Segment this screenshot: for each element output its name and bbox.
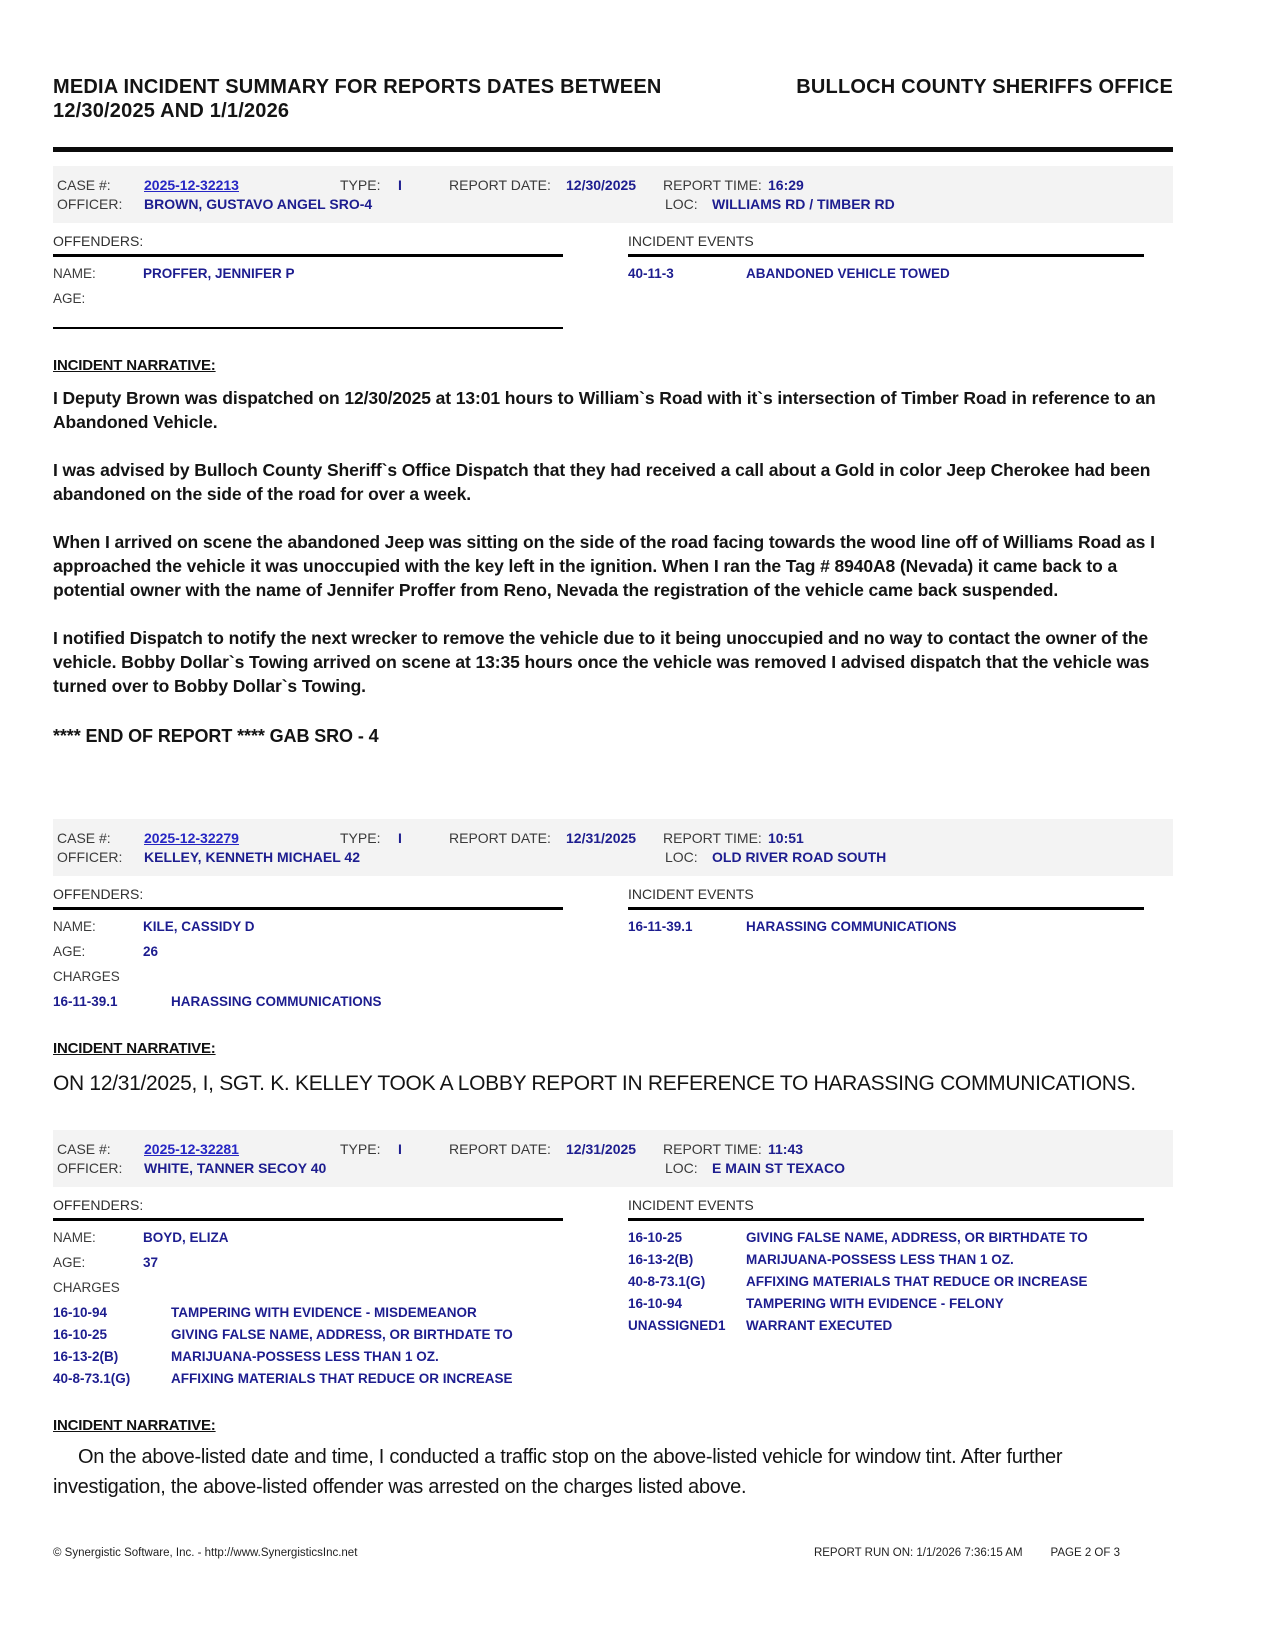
type-label: TYPE: — [340, 830, 381, 846]
incident-event-row-code: 16-10-25 — [628, 1230, 683, 1245]
charge-row-description: HARASSING COMMUNICATIONS — [171, 994, 382, 1009]
offenders-label: OFFENDERS: — [53, 886, 144, 902]
report-time-label: REPORT TIME: — [663, 1141, 762, 1157]
charge-row-code: 16-10-25 — [53, 1327, 108, 1342]
offenders-column — [53, 233, 563, 329]
incident-narrative-heading: INCIDENT NARRATIVE: — [53, 1417, 216, 1434]
case-number-link[interactable]: 2025-12-32213 — [144, 177, 239, 193]
narrative-paragraph: I was advised by Bulloch County Sheriff`s Office Dispatch that they had received a call about a Gold in color Jeep Cherokee had been abandoned on the side of the road for over a week. — [53, 460, 1151, 504]
charges-section — [53, 1279, 563, 1387]
incident-event-row-description: WARRANT EXECUTED — [746, 1318, 893, 1333]
offender-age-value: 37 — [143, 1255, 159, 1270]
narrative-paragraph: On the above-listed date and time, I conducted a traffic stop on the above-listed vehicle for window tint. After further investigation, the above-listed offender was arrested on the charges listed above. — [53, 1446, 1063, 1498]
incident-events-label: INCIDENT EVENTS — [628, 886, 754, 902]
case-header-row-2 — [57, 848, 1169, 867]
offender-name-value: BOYD, ELIZA — [143, 1230, 229, 1245]
incident-event-row-description: TAMPERING WITH EVIDENCE - FELONY — [746, 1296, 1004, 1311]
charge-row — [53, 1370, 563, 1387]
incident-events-underline — [628, 1218, 1144, 1221]
officer-value: WHITE, TANNER SECOY 40 — [144, 1160, 327, 1176]
case-number-link[interactable]: 2025-12-32281 — [144, 1141, 239, 1157]
incident-events-column — [628, 886, 1144, 1010]
type-value: I — [398, 1141, 402, 1157]
narrative-paragraph: I Deputy Brown was dispatched on 12/30/2025 at 13:01 hours to William`s Road with it`s intersection of Timber Road in reference to an Abandoned Vehicle. — [53, 388, 1156, 432]
offenders-label: OFFENDERS: — [53, 233, 144, 249]
location-label: LOC: — [665, 1160, 698, 1176]
charges-rows — [53, 1304, 563, 1387]
charge-row-description: AFFIXING MATERIALS THAT REDUCE OR INCREASE — [171, 1371, 513, 1386]
incident-event-row-code: 16-11-39.1 — [628, 919, 693, 934]
report-date-value: 12/31/2025 — [566, 830, 637, 846]
name-label: NAME: — [53, 919, 96, 934]
incident-event-row — [628, 1251, 1144, 1268]
incident-event-row-code: 40-11-3 — [628, 266, 674, 281]
case-header-row-1 — [57, 176, 1169, 195]
offender-name-value: KILE, CASSIDY D — [143, 919, 255, 934]
location-value: E MAIN ST TEXACO — [712, 1160, 846, 1176]
narrative-paragraph: I notified Dispatch to notify the next wrecker to remove the vehicle due to it being unoccupied and no way to contact the owner of the vehicle. Bobby Dollar`s Towing arrived on scene at 13:35 hours once the vehicle was removed I advised dispatch that the vehicle was turned over to Bobby Dollar`s Towing. — [53, 628, 1150, 696]
report-date-label: REPORT DATE: — [449, 830, 551, 846]
incident-event-row — [628, 1295, 1144, 1312]
incident-events-label: INCIDENT EVENTS — [628, 233, 754, 249]
offender-age-value: 26 — [143, 944, 159, 959]
age-label: AGE: — [53, 1255, 86, 1270]
incident-event-row — [628, 1229, 1144, 1246]
narrative-paragraph: When I arrived on scene the abandoned Jeep was sitting on the side of the road facing towards the wood line off of Williams Road as I approached the vehicle it was unoccupied with the key left in the ignition. When I ran the Tag # 8940A8 (Nevada) it came back to a potential owner with the name of Jennifer Proffer from Reno, Nevada the registration of the vehicle came back suspended. — [53, 532, 1155, 600]
type-label: TYPE: — [340, 1141, 381, 1157]
case-number-label: CASE #: — [57, 830, 111, 846]
incident-event-row-description: ABANDONED VEHICLE TOWED — [746, 266, 950, 281]
incident-event-row-code: UNASSIGNED1 — [628, 1318, 726, 1333]
events-rows — [628, 1229, 1144, 1334]
case-number-label: CASE #: — [57, 177, 111, 193]
incident-events-label: INCIDENT EVENTS — [628, 1197, 754, 1213]
location-value: OLD RIVER ROAD SOUTH — [712, 849, 887, 865]
report-date-label: REPORT DATE: — [449, 177, 551, 193]
charge-row-code: 16-10-94 — [53, 1305, 108, 1320]
officer-value: KELLEY, KENNETH MICHAEL 42 — [144, 849, 360, 865]
footer-meta — [814, 1547, 1120, 1559]
case-list — [53, 166, 1173, 1502]
incident-event-row — [628, 918, 1144, 935]
incident-narrative-heading: INCIDENT NARRATIVE: — [53, 357, 216, 374]
case-header-row-1 — [57, 1140, 1169, 1159]
offender-name-value: PROFFER, JENNIFER P — [143, 266, 295, 281]
page-title: MEDIA INCIDENT SUMMARY FOR REPORTS DATES BETWEEN 12/30/2025 AND 1/1/2026 — [53, 76, 662, 122]
charge-row-description: MARIJUANA-POSSESS LESS THAN 1 OZ. — [171, 1349, 439, 1364]
header-divider — [53, 147, 1173, 152]
officer-value: BROWN, GUSTAVO ANGEL SRO-4 — [144, 196, 373, 212]
type-value: I — [398, 177, 402, 193]
offender-name-row — [53, 265, 563, 282]
incident-event-row-description: GIVING FALSE NAME, ADDRESS, OR BIRTHDATE TO — [746, 1230, 1088, 1245]
end-of-report-line: **** END OF REPORT **** GAB SRO - 4 — [53, 726, 379, 746]
case-header-band — [53, 166, 1173, 223]
charges-label: CHARGES — [53, 1280, 120, 1295]
offender-name-row — [53, 918, 563, 935]
offenders-underline — [53, 254, 563, 257]
charge-row — [53, 1348, 563, 1365]
case-header-row-2 — [57, 195, 1169, 214]
case-header-band — [53, 1130, 1173, 1187]
case-block — [53, 1130, 1173, 1502]
type-label: TYPE: — [340, 177, 381, 193]
report-time-value: 10:51 — [768, 830, 804, 846]
incident-events-column — [628, 1197, 1144, 1387]
charge-row — [53, 993, 563, 1010]
age-label: AGE: — [53, 944, 86, 959]
agency-title: BULLOCH COUNTY SHERIFFS OFFICE — [796, 76, 1173, 98]
officer-label: OFFICER: — [57, 196, 123, 212]
location-label: LOC: — [665, 849, 698, 865]
incident-narrative-body — [53, 1442, 1173, 1502]
incident-event-row — [628, 265, 1144, 282]
offender-age-row — [53, 943, 563, 960]
officer-label: OFFICER: — [57, 1160, 123, 1176]
case-header-band — [53, 819, 1173, 876]
charge-row-description: GIVING FALSE NAME, ADDRESS, OR BIRTHDATE TO — [171, 1327, 513, 1342]
offender-age-row — [53, 290, 563, 307]
offenders-column — [53, 886, 563, 1010]
charge-row — [53, 1326, 563, 1343]
case-block — [53, 819, 1173, 1100]
footer-page-number: PAGE 2 OF 3 — [1050, 1547, 1120, 1559]
report-footer — [53, 1547, 1173, 1559]
charges-section — [53, 968, 563, 1010]
report-time-value: 11:43 — [768, 1141, 804, 1157]
incident-events-underline — [628, 254, 1144, 257]
charge-row — [53, 1304, 563, 1321]
incident-event-row-description: MARIJUANA-POSSESS LESS THAN 1 OZ. — [746, 1252, 1014, 1267]
charge-row-code: 16-13-2(B) — [53, 1349, 119, 1364]
incident-event-row-description: HARASSING COMMUNICATIONS — [746, 919, 957, 934]
incident-event-row — [628, 1317, 1144, 1334]
incident-event-row-description: AFFIXING MATERIALS THAT REDUCE OR INCREASE — [746, 1274, 1088, 1289]
events-rows — [628, 918, 1144, 935]
type-value: I — [398, 830, 402, 846]
report-date-value: 12/31/2025 — [566, 1141, 637, 1157]
offenders-underline — [53, 1218, 563, 1221]
footer-run-on: REPORT RUN ON: 1/1/2026 7:36:15 AM — [813, 1547, 1023, 1559]
offenders-label: OFFENDERS: — [53, 1197, 144, 1213]
charge-row-description: TAMPERING WITH EVIDENCE - MISDEMEANOR — [171, 1305, 477, 1320]
report-time-value: 16:29 — [768, 177, 804, 193]
name-label: NAME: — [53, 266, 96, 281]
narrative-paragraph: ON 12/31/2025, I, SGT. K. KELLEY TOOK A LOBBY REPORT IN REFERENCE TO HARASSING COMMUNICATIONS. — [53, 1072, 1136, 1095]
charge-row-code: 16-11-39.1 — [53, 994, 118, 1009]
charges-label: CHARGES — [53, 969, 120, 984]
case-block — [53, 166, 1173, 747]
offenders-underline — [53, 907, 563, 910]
incident-event-row-code: 16-10-94 — [628, 1296, 683, 1311]
incident-events-column — [628, 233, 1144, 329]
incident-narrative-body — [53, 1067, 1173, 1100]
case-header-row-1 — [57, 829, 1169, 848]
report-header — [53, 0, 1173, 123]
offender-age-row — [53, 1254, 563, 1271]
empty-offender-underline — [53, 327, 563, 329]
offenders-column — [53, 1197, 563, 1387]
incident-narrative-heading: INCIDENT NARRATIVE: — [53, 1040, 216, 1057]
incident-event-row — [628, 1273, 1144, 1290]
incident-narrative-body — [53, 386, 1173, 698]
location-label: LOC: — [665, 196, 698, 212]
incident-event-row-code: 16-13-2(B) — [628, 1252, 694, 1267]
incident-event-row-code: 40-8-73.1(G) — [628, 1274, 706, 1289]
case-number-link[interactable]: 2025-12-32279 — [144, 830, 239, 846]
report-time-label: REPORT TIME: — [663, 830, 762, 846]
case-header-row-2 — [57, 1159, 1169, 1178]
report-date-value: 12/30/2025 — [566, 177, 637, 193]
charges-rows — [53, 993, 563, 1010]
case-number-label: CASE #: — [57, 1141, 111, 1157]
offender-name-row — [53, 1229, 563, 1246]
officer-label: OFFICER: — [57, 849, 123, 865]
report-time-label: REPORT TIME: — [663, 177, 762, 193]
age-label: AGE: — [53, 291, 86, 306]
location-value: WILLIAMS RD / TIMBER RD — [712, 196, 895, 212]
charge-row-code: 40-8-73.1(G) — [53, 1371, 131, 1386]
report-date-label: REPORT DATE: — [449, 1141, 551, 1157]
name-label: NAME: — [53, 1230, 96, 1245]
footer-copyright: © Synergistic Software, Inc. - http://www.SynergisticsInc.net — [53, 1547, 358, 1559]
incident-events-underline — [628, 907, 1144, 910]
events-rows — [628, 265, 1144, 282]
